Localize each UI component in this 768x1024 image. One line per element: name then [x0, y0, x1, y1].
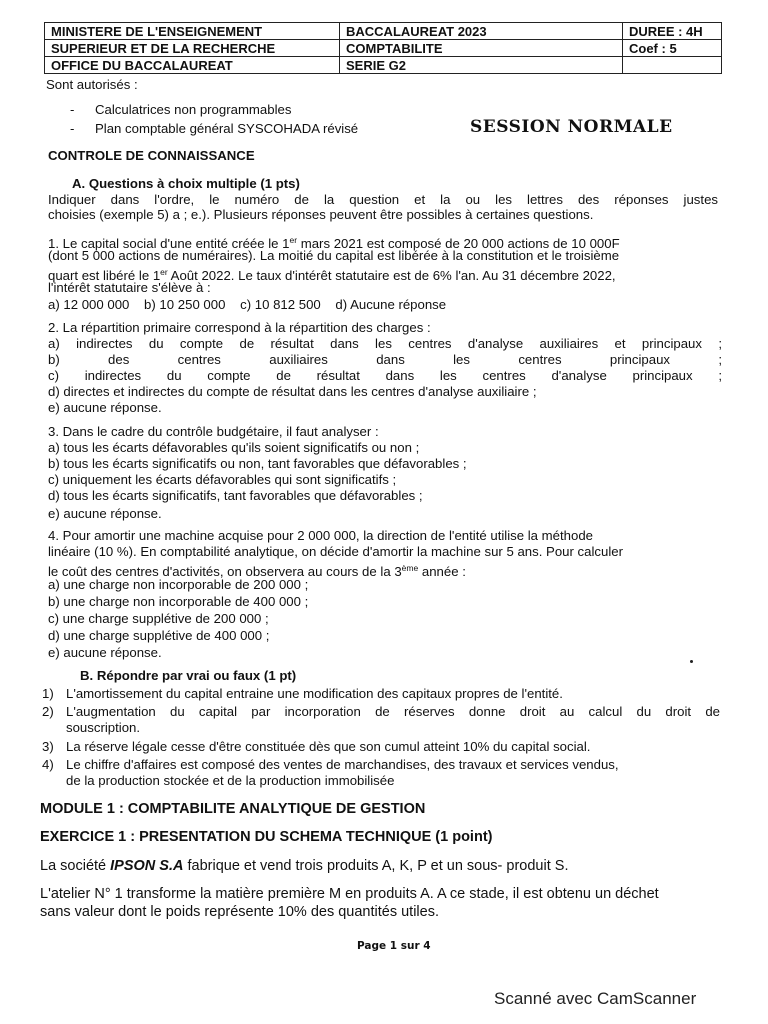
- q3-stem: 3. Dans le cadre du contrôle budgétaire, il faut analyser :: [48, 424, 379, 439]
- q4-line3-superscript: ème: [401, 563, 419, 573]
- q1-line1-text-b: mars 2021 est composé de 20 000 actions de 10 000F: [297, 236, 620, 251]
- q1-line2: (dont 5 000 actions de numéraires). La moitié du capital est libérée à la constitution et le troisième: [48, 248, 620, 263]
- q2-option-e: e) aucune réponse.: [48, 400, 162, 415]
- vf-number-2: 2): [42, 704, 54, 719]
- session-stamp: SESSION NORMALE: [470, 117, 673, 137]
- module-1-title: MODULE 1 : COMPTABILITE ANALYTIQUE DE GESTION: [40, 801, 426, 817]
- q1-line4: l'intérêt statutaire s'élève à :: [48, 280, 211, 295]
- bullet-dash-2: -: [70, 121, 75, 136]
- q1-line1-text-a: 1. Le capital social d'une entité créée le 1: [48, 236, 290, 251]
- authorized-label: Sont autorisés :: [46, 77, 138, 92]
- q3-option-a: a) tous les écarts défavorables qu'ils soient significatifs ou non ;: [48, 440, 420, 455]
- header-empty-cell: [623, 57, 722, 74]
- authorized-item-calculators: Calculatrices non programmables: [95, 102, 292, 117]
- bullet-dash-1: -: [70, 102, 75, 117]
- vf-number-3: 3): [42, 739, 54, 754]
- header-office: OFFICE DU BACCALAUREAT: [45, 57, 340, 74]
- page-number: Page 1 sur 4: [357, 940, 431, 952]
- exercise-1-paragraph-2-line1: L'atelier N° 1 transforme la matière première M en produits A. A ce stade, il est obtenu un déchet: [40, 886, 659, 902]
- camscanner-watermark: Scanné avec CamScanner: [494, 989, 697, 1008]
- section-heading-control: CONTROLE DE CONNAISSANCE: [48, 148, 255, 163]
- header-duration: DUREE : 4H: [623, 23, 722, 40]
- paragraph-1-text-a: La société: [40, 858, 111, 874]
- q4-line3-text-b: année :: [418, 564, 466, 579]
- exercise-1-paragraph-1: [40, 858, 568, 874]
- section-a-instruction-line2: choisies (exemple 5) a ; e.). Plusieurs réponses peuvent être possibles à certaines questions.: [48, 207, 594, 222]
- section-a-instruction-line1: Indiquer dans l'ordre, le numéro de la question et la ou les lettres des réponses justes: [48, 192, 718, 207]
- q4-option-a: a) une charge non incorporable de 200 000 ;: [48, 577, 309, 592]
- q2-option-b: b) des centres auxiliaires dans les centres principaux ;: [48, 352, 722, 367]
- q1-line3-superscript: er: [160, 267, 168, 277]
- q2-option-a: a) indirectes du compte de résultat dans les centres d'analyse auxiliaires et principaux ;: [48, 336, 722, 351]
- header-ministry-line2: SUPERIEUR ET DE LA RECHERCHE: [45, 40, 340, 57]
- q1-options: a) 12 000 000 b) 10 250 000 c) 10 812 500 d) Aucune réponse: [48, 297, 447, 312]
- q4-option-b: b) une charge non incorporable de 400 000 ;: [48, 594, 309, 609]
- header-subject: COMPTABILITE: [340, 40, 623, 57]
- header-exam-name: BACCALAUREAT 2023: [340, 23, 623, 40]
- q3-option-e: e) aucune réponse.: [48, 506, 162, 521]
- company-name: IPSON S.A: [110, 858, 184, 874]
- section-a-title: A. Questions à choix multiple (1 pts): [72, 176, 300, 191]
- q3-option-b: b) tous les écarts significatifs ou non, tant favorables que défavorables ;: [48, 456, 467, 471]
- authorized-item-syscohada: Plan comptable général SYSCOHADA révisé: [95, 121, 359, 136]
- scan-speck: [690, 660, 693, 663]
- section-b-title: B. Répondre par vrai ou faux (1 pt): [80, 668, 297, 683]
- q2-stem: 2. La répartition primaire correspond à la répartition des charges :: [48, 320, 431, 335]
- vf-statement-2-line2: souscription.: [66, 720, 141, 735]
- vf-statement-3: La réserve légale cesse d'être constituée dès que son cumul atteint 10% du capital social.: [66, 739, 591, 754]
- q4-option-d: d) une charge supplétive de 400 000 ;: [48, 628, 270, 643]
- vf-number-4: 4): [42, 757, 54, 772]
- q4-option-e: e) aucune réponse.: [48, 645, 162, 660]
- q2-option-d: d) directes et indirectes du compte de résultat dans les centres d'analyse auxiliaire ;: [48, 384, 537, 399]
- exercise-1-title: EXERCICE 1 : PRESENTATION DU SCHEMA TECHNIQUE (1 point): [40, 829, 493, 845]
- q1-line3-text-a: quart est libéré le 1: [48, 268, 161, 283]
- q4-line2: linéaire (10 %). En comptabilité analytique, on décide d'amortir la machine sur 5 ans. Pour calculer: [48, 544, 624, 559]
- q4-line3-text-a: le coût des centres d'activités, on observera au cours de la 3: [48, 564, 402, 579]
- paragraph-1-text-b: fabrique et vend trois produits A, K, P et un sous- produit S.: [183, 858, 569, 874]
- q4-line1: 4. Pour amortir une machine acquise pour 2 000 000, la direction de l'entité utilise la méthode: [48, 528, 593, 543]
- header-ministry-line1: MINISTERE DE L'ENSEIGNEMENT: [45, 23, 340, 40]
- q3-option-c: c) uniquement les écarts défavorables qui sont significatifs ;: [48, 472, 397, 487]
- vf-statement-4-line2: de la production stockée et de la production immobilisée: [66, 773, 395, 788]
- exercise-1-paragraph-2-line2: sans valeur dont le poids représente 10% des quantités utiles.: [40, 904, 439, 920]
- vf-statement-4-line1: Le chiffre d'affaires est composé des ventes de marchandises, des travaux et services vendus,: [66, 757, 619, 772]
- q3-option-d: d) tous les écarts significatifs, tant favorables que défavorables ;: [48, 488, 423, 503]
- header-coefficient: Coef : 5: [623, 40, 722, 57]
- vf-number-1: 1): [42, 686, 54, 701]
- header-series: SERIE G2: [340, 57, 623, 74]
- vf-statement-1: L'amortissement du capital entraine une modification des capitaux propres de l'entité.: [66, 686, 563, 701]
- q4-option-c: c) une charge supplétive de 200 000 ;: [48, 611, 269, 626]
- q1-line1-superscript: er: [289, 235, 298, 245]
- vf-statement-2-line1: L'augmentation du capital par incorporation de réserves donne droit au calcul du droit de: [66, 704, 720, 719]
- q2-option-c: c) indirectes du compte de résultat dans les centres d'analyse principaux ;: [48, 368, 722, 383]
- q1-line3-text-b: Août 2022. Le taux d'intérêt statutaire est de 6% l'an. Au 31 décembre 2022,: [167, 268, 616, 283]
- exam-header-table: [44, 22, 722, 74]
